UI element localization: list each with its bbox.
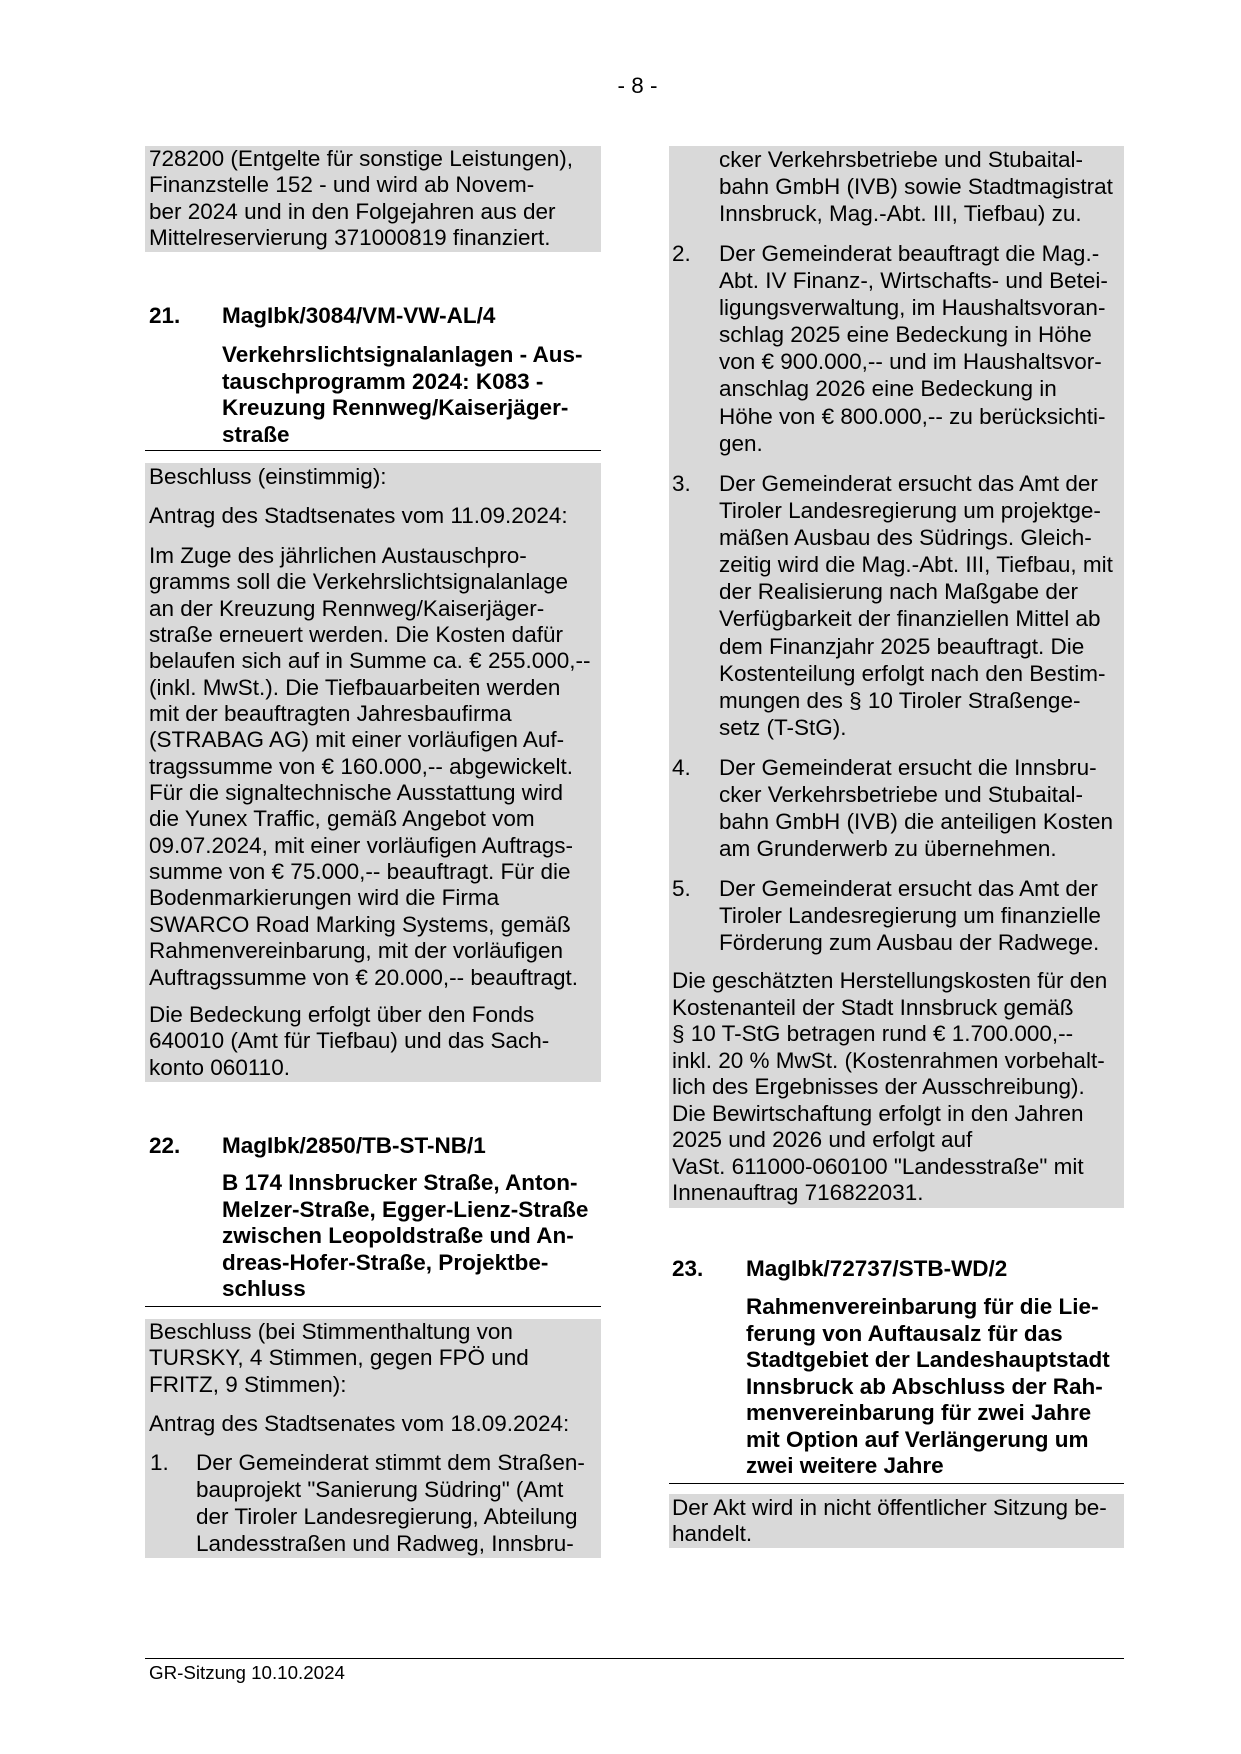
footer-divider [145, 1658, 1124, 1659]
motion-label: Antrag des Stadtsenates vom 11.09.2024: [149, 503, 568, 528]
cost-paragraph: Die geschätzten Herstellungskosten für den Kostenanteil der Stadt Innsbruck gemäß § 10 T-StG betragen rund € 1.700.000,-- inkl. 20 % MwSt. (Kostenrahmen vorbehalt- lich des Ergebnisses der Ausschreibung). Die Bewirtschaftung erfolgt in den Jahren 2025 und 2026 und erfolgt auf VaSt. 611000-060100 "Landesstraße" mit Innenauftrag 716822031. [672, 968, 1108, 1205]
title-divider [145, 450, 601, 451]
list-continuation-text: cker Verkehrsbetriebe und Stubaital- bahn GmbH (IVB) sowie Stadtmagistrat Innsbruck, Mag.-Abt. III, Tiefbau) zu. [719, 147, 1113, 227]
carryover-paragraph: 728200 (Entgelte für sonstige Leistungen), Finanzstelle 152 - und wird ab Novem- ber 2024 und in den Folgejahren aus der Mittelreservierung 371000819 finanziert. [149, 146, 574, 251]
resolution-label: Beschluss (einstimmig): [149, 464, 387, 489]
list-item-text: Der Gemeinderat ersucht das Amt der Tiroler Landesregierung um finanzielle Förderung zum Ausbau der Radwege. [719, 876, 1101, 956]
list-item-number: 3. [672, 471, 691, 496]
agenda-reference: MagIbk/3084/VM-VW-AL/4 [222, 303, 496, 328]
list-item-number: 5. [672, 876, 691, 901]
page-number: - 8 - [617, 73, 658, 98]
agenda-number: 23. [672, 1256, 704, 1281]
resolution-label: Beschluss (bei Stimmenthaltung von TURSKY, 4 Stimmen, gegen FPÖ und FRITZ, 9 Stimmen): [149, 1319, 529, 1397]
agenda-number: 22. [149, 1133, 181, 1158]
title-divider [669, 1483, 1124, 1484]
body-paragraph: Im Zuge des jährlichen Austauschpro- gramms soll die Verkehrslichtsignalanlage an der Kreuzung Rennweg/Kaiserjäger- straße erneuert werden. Die Kosten dafür belaufen sich auf in Summe ca. € 255.000,-- (inkl. MwSt.). Die Tiefbauarbeiten werden mit der beauftragten Jahresbaufirma (STRABAG AG) mit einer vorläufigen Auf- tragssumme von € 160.000,-- abgewickelt. Für die signaltechnische Ausstattung wird die Yunex Traffic, gemäß Angebot vom 09.07.2024, mit einer vorläufigen Auftrags- summe von € 75.000,-- beauftragt. Für die Bodenmarkierungen wird die Firma SWARCO Road Marking Systems, gemäß Rahmenvereinbarung, mit der vorläufigen Auftragssumme von € 20.000,-- beauftragt. [149, 543, 591, 990]
closed-session-note: Der Akt wird in nicht öffentlicher Sitzung be- handelt. [672, 1495, 1107, 1547]
list-item-text: Der Gemeinderat beauftragt die Mag.- Abt. IV Finanz-, Wirtschafts- und Betei- ligungsverwaltung, im Haushaltsvoran- schlag 2025 eine Bedeckung in Höhe von € 900.000,-- und im Haushaltsvor- anschlag 2026 eine Bedeckung in Höhe von € 800.000,-- zu berücksichti- gen. [719, 241, 1108, 456]
footer-session-date: GR-Sitzung 10.10.2024 [149, 1662, 345, 1683]
title-divider [145, 1306, 601, 1307]
agenda-title: Verkehrslichtsignalanlagen - Aus- tauschprogramm 2024: K083 - Kreuzung Rennweg/Kaiserjäger- straße [222, 342, 583, 447]
list-item-text: Der Gemeinderat ersucht das Amt der Tiroler Landesregierung um projektge- mäßen Ausbau des Südrings. Gleich- zeitig wird die Mag.-Abt. III, Tiefbau, mit der Realisierung nach Maßgabe der Verfügbarkeit der finanziellen Mittel ab dem Finanzjahr 2025 beauftragt. Die Kostenteilung erfolgt nach den Bestim- mungen des § 10 Tiroler Straßenge- setz (T-StG). [719, 471, 1113, 740]
agenda-number: 21. [149, 303, 181, 328]
list-item-number: 2. [672, 241, 691, 266]
list-item-number: 4. [672, 755, 691, 780]
agenda-reference: MagIbk/2850/TB-ST-NB/1 [222, 1133, 486, 1158]
agenda-title: B 174 Innsbrucker Straße, Anton- Melzer-Straße, Egger-Lienz-Straße zwischen Leopoldstraße und An- dreas-Hofer-Straße, Projektbe- schluss [222, 1170, 589, 1301]
motion-label: Antrag des Stadtsenates vom 18.09.2024: [149, 1411, 570, 1436]
list-item-number: 1. [150, 1450, 169, 1475]
list-item-text: Der Gemeinderat ersucht die Innsbru- cker Verkehrsbetriebe und Stubaital- bahn GmbH (IVB) die anteiligen Kosten am Grunderwerb zu übernehmen. [719, 755, 1113, 862]
body-paragraph: Die Bedeckung erfolgt über den Fonds 640010 (Amt für Tiefbau) und das Sach- konto 060110. [149, 1002, 550, 1080]
list-item-text: Der Gemeinderat stimmt dem Straßen- bauprojekt "Sanierung Südring" (Amt der Tiroler Landesregierung, Abteilung Landesstraßen und Radweg, Innsbru- [196, 1450, 585, 1557]
agenda-reference: MagIbk/72737/STB-WD/2 [746, 1256, 1008, 1281]
agenda-title: Rahmenvereinbarung für die Lie- ferung von Auftausalz für das Stadtgebiet der Landeshauptstadt Innsbruck ab Abschluss der Rah- menvereinbarung für zwei Jahre mit Option auf Verlängerung um zwei weitere Jahre [746, 1294, 1110, 1478]
